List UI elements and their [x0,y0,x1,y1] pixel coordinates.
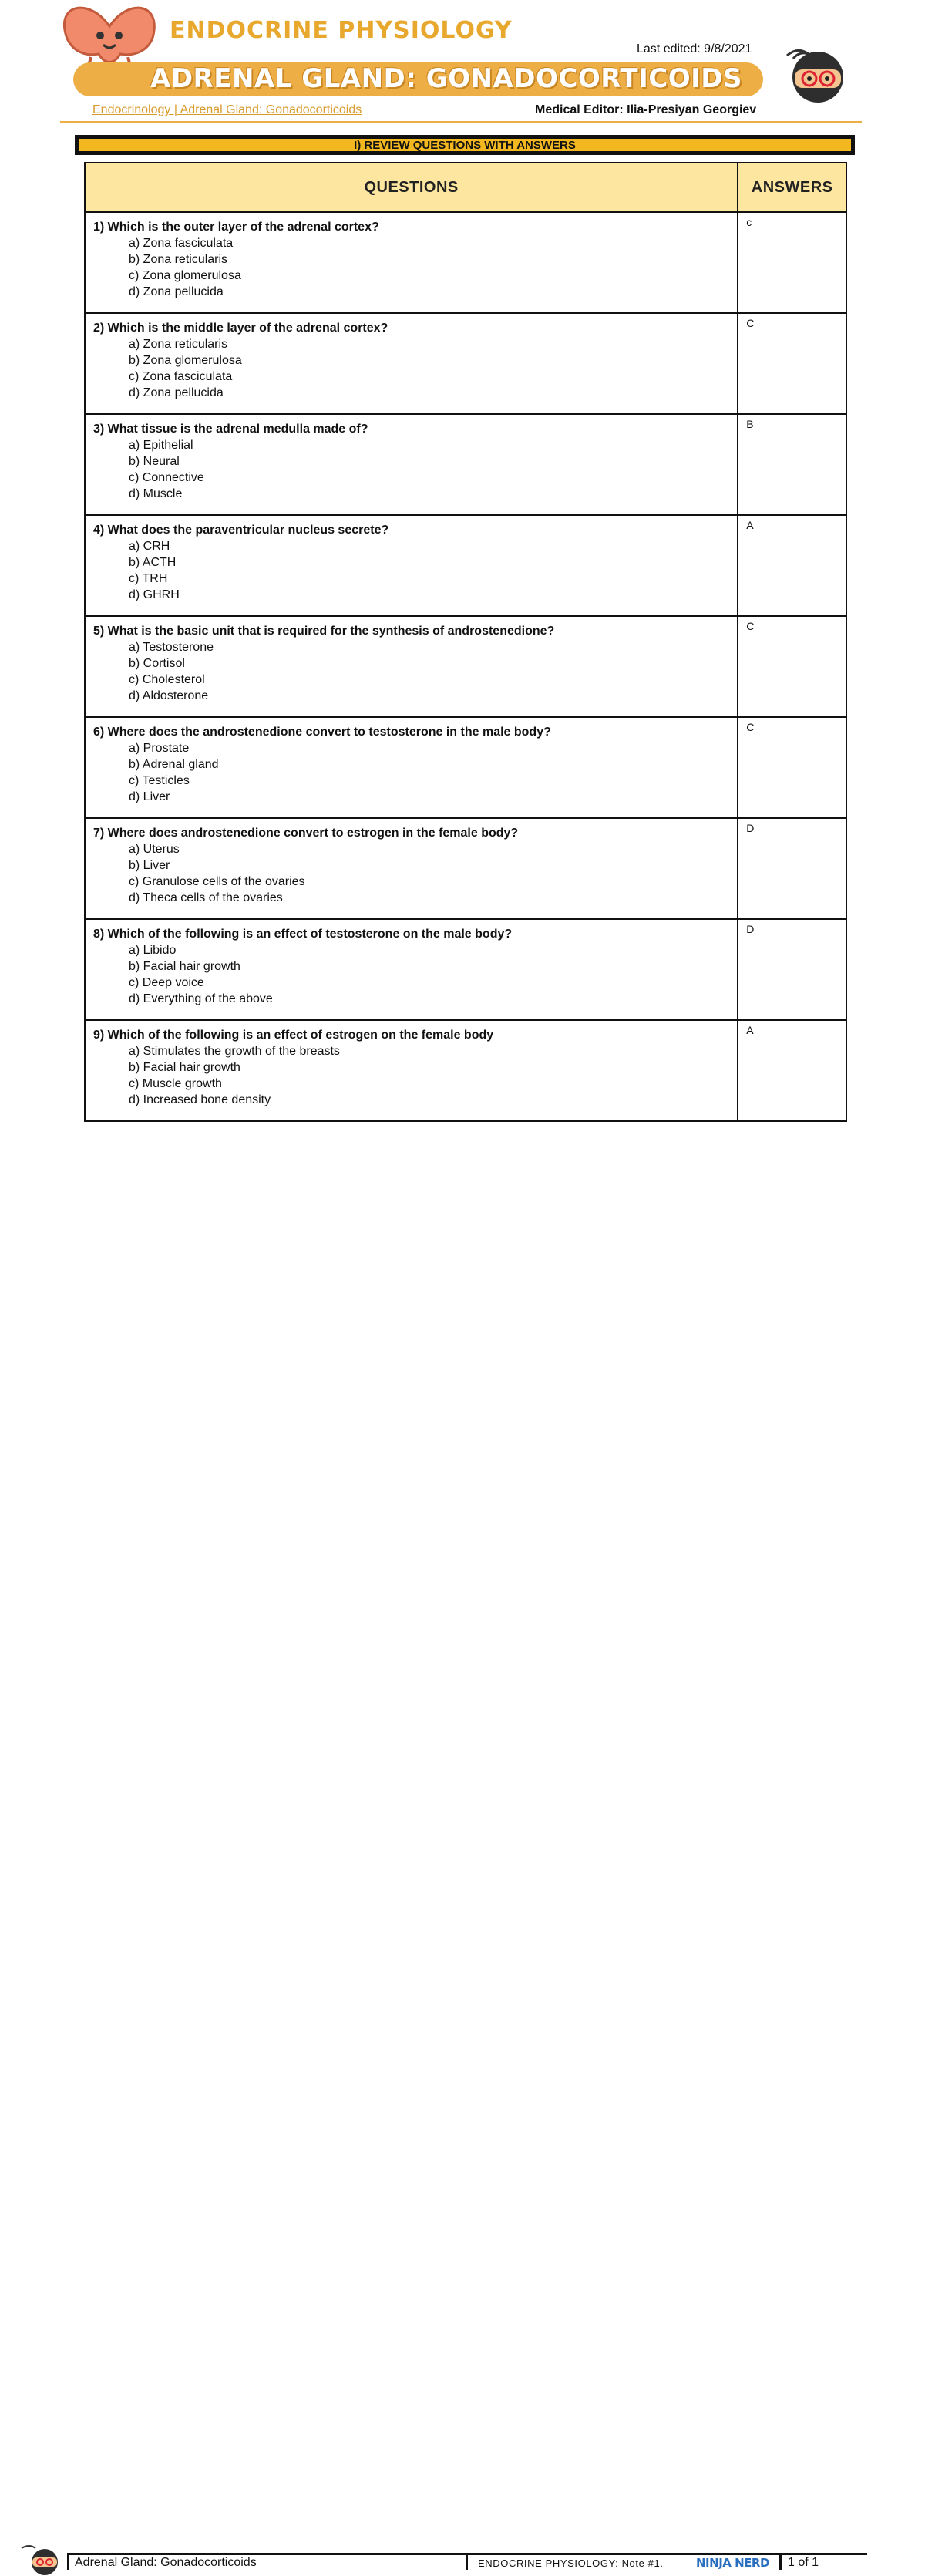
table-header-row [85,163,846,212]
answer-options [93,235,729,300]
answer-cell: C [738,313,846,414]
answer-options [93,841,729,906]
last-edited-date: Last edited: 9/8/2021 [637,42,752,56]
answer-cell: A [738,515,846,616]
answer-option: d) Muscle [129,487,183,500]
question-text: 2) Which is the middle layer of the adrenal cortex? [93,322,388,335]
question-cell [85,717,738,818]
question-text: 1) Which is the outer layer of the adrenal cortex? [93,221,379,234]
ninja-footer-icon [20,2544,63,2576]
answer-options [93,740,729,805]
answer-cell: c [738,212,846,313]
question-cell [85,616,738,717]
table-row [85,818,846,919]
footer-document-title: Adrenal Gland: Gonadocorticoids [75,2556,257,2569]
answer-option: b) Facial hair growth [129,960,240,973]
answer-options [93,437,729,502]
table-row [85,414,846,515]
answer-option: a) Epithelial [129,439,193,452]
answer-option: a) Zona fasciculata [129,237,234,250]
answer-cell: B [738,414,846,515]
answer-option: b) Facial hair growth [129,1061,240,1074]
answer-option: b) Liver [129,859,170,872]
answer-option: d) GHRH [129,588,180,601]
question-cell [85,1020,738,1121]
question-cell [85,515,738,616]
answer-option: d) Liver [129,790,170,803]
answer-option: a) Uterus [129,843,180,856]
footer-note: ENDOCRINE PHYSIOLOGY: Note #1. [478,2557,664,2569]
answer-options [93,336,729,401]
question-text: 7) Where does androstenedione convert to estrogen in the female body? [93,827,519,840]
table-row [85,717,846,818]
answer-option: c) TRH [129,572,168,585]
footer-divider [466,2553,468,2570]
answer-cell: A [738,1020,846,1121]
answer-cell: D [738,919,846,1020]
answer-option: d) Zona pellucida [129,285,224,298]
answer-option: a) CRH [129,540,170,553]
ninja-nerd-logo: NINJA NERD [696,2556,769,2570]
ninja-mascot-icon [782,45,846,105]
question-text: 9) Which of the following is an effect of estrogen on the female body [93,1029,494,1042]
question-cell [85,818,738,919]
series-title: ENDOCRINE PHYSIOLOGY [170,17,513,44]
question-text: 3) What tissue is the adrenal medulla made of? [93,423,368,436]
page-header [0,0,925,131]
medical-editor: Medical Editor: Ilia-Presiyan Georgiev [535,103,757,116]
answer-option: c) Testicles [129,774,190,787]
footer-rule [69,2553,867,2555]
answer-option: b) Adrenal gland [129,758,219,771]
table-body [85,212,846,1121]
answer-option: d) Aldosterone [129,689,209,702]
table-row [85,1020,846,1121]
answer-option: c) Granulose cells of the ovaries [129,875,305,888]
answer-option: d) Increased bone density [129,1093,271,1106]
question-cell [85,919,738,1020]
page-footer [0,1271,925,2570]
header-divider [60,121,862,123]
answer-option: d) Theca cells of the ovaries [129,891,283,904]
answer-option: b) Zona reticularis [129,253,228,266]
answer-options [93,639,729,704]
section-title: I) REVIEW QUESTIONS WITH ANSWERS [354,138,576,152]
question-text: 4) What does the paraventricular nucleus secrete? [93,524,389,537]
section-heading [75,135,855,155]
answer-option: c) Zona glomerulosa [129,269,241,282]
page-title: ADRENAL GLAND: GONADOCORTICOIDS [150,63,742,94]
answer-option: c) Connective [129,471,204,484]
answer-option: b) Neural [129,455,180,468]
table-row [85,919,846,1020]
answer-option: a) Libido [129,944,177,957]
answer-option: c) Zona fasciculata [129,370,233,383]
answer-options [93,538,729,603]
answer-option: d) Everything of the above [129,992,273,1005]
answer-options [93,942,729,1007]
question-text: 6) Where does the androstenedione convert to testosterone in the male body? [93,726,551,739]
answers-column-header: ANSWERS [738,163,846,212]
answer-cell: C [738,616,846,717]
answer-option: b) ACTH [129,556,177,569]
questions-column-header: QUESTIONS [85,163,738,212]
answer-cell: C [738,717,846,818]
question-text: 8) Which of the following is an effect of testosterone on the male body? [93,928,513,941]
answer-option: c) Muscle growth [129,1077,222,1090]
table-row [85,515,846,616]
question-text: 5) What is the basic unit that is required for the synthesis of androstenedione? [93,625,555,638]
answer-option: b) Cortisol [129,657,185,670]
answer-options [93,1043,729,1108]
answer-option: c) Cholesterol [129,673,205,686]
answer-option: a) Zona reticularis [129,338,228,351]
table-row [85,313,846,414]
answer-cell: D [738,818,846,919]
footer-divider [779,2553,782,2570]
answer-option: b) Zona glomerulosa [129,354,242,367]
question-cell [85,212,738,313]
footer-divider [67,2553,69,2570]
breadcrumb[interactable]: Endocrinology | Adrenal Gland: Gonadocorticoids [92,103,362,116]
answer-option: a) Testosterone [129,641,214,654]
answer-option: a) Prostate [129,742,190,755]
answer-option: c) Deep voice [129,976,204,989]
page-number: 1 of 1 [788,2556,819,2569]
review-questions-table [84,162,847,1122]
table-row [85,616,846,717]
answer-option: d) Zona pellucida [129,386,224,399]
question-cell [85,414,738,515]
question-cell [85,313,738,414]
answer-option: a) Stimulates the growth of the breasts [129,1045,340,1058]
table-row [85,212,846,313]
